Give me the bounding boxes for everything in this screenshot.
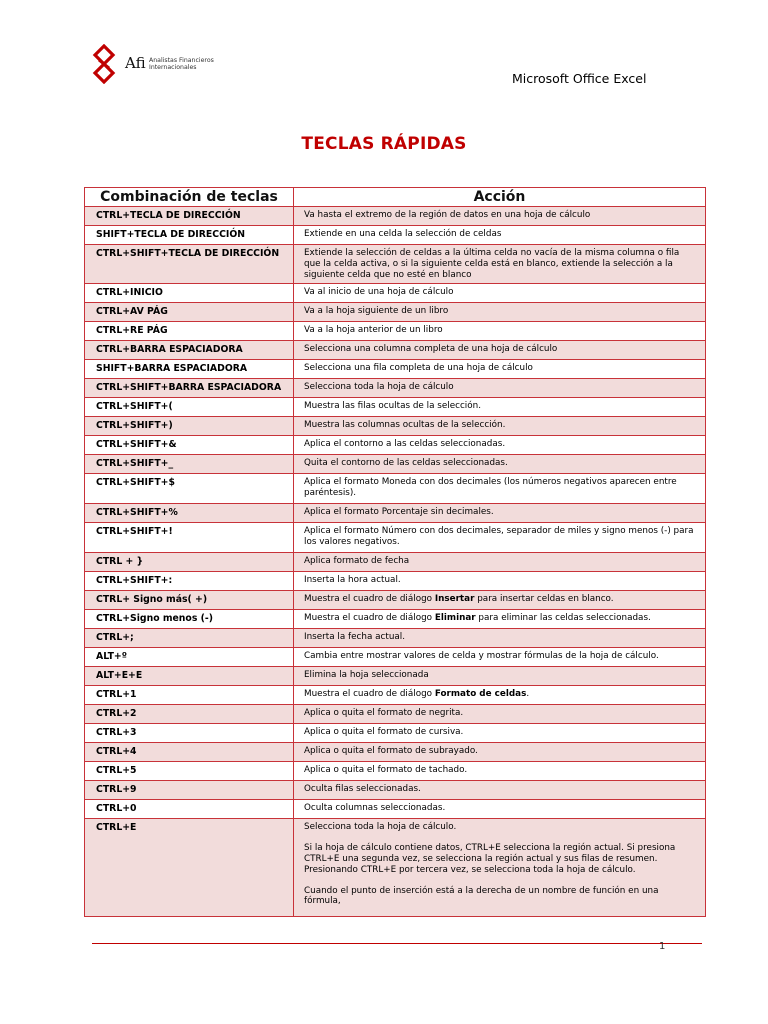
- table-row: [85, 762, 706, 781]
- shortcut-key-cell: CTRL+AV PÁG: [85, 303, 294, 322]
- shortcut-action-cell: Muestra las filas ocultas de la selección.: [294, 398, 706, 417]
- shortcut-action-cell: Quita el contorno de las celdas seleccionadas.: [294, 455, 706, 474]
- table-row: [85, 523, 706, 553]
- shortcut-action-cell: Aplica o quita el formato de subrayado.: [294, 743, 706, 762]
- table-row: [85, 819, 706, 917]
- table-row: [85, 705, 706, 724]
- shortcut-key-cell: CTRL+1: [85, 686, 294, 705]
- shortcut-key-cell: CTRL+TECLA DE DIRECCIÓN: [85, 207, 294, 226]
- table-body: [85, 207, 706, 917]
- table-row: [85, 474, 706, 504]
- shortcut-action-cell: Inserta la hora actual.: [294, 572, 706, 591]
- action-dialog-name: Formato de celdas: [434, 689, 527, 700]
- action-text: .: [526, 689, 530, 700]
- shortcut-action-cell: [294, 591, 706, 610]
- table-row: [85, 226, 706, 245]
- afi-logo-mark-icon: [92, 44, 116, 84]
- shortcut-key-cell: CTRL+INICIO: [85, 284, 294, 303]
- shortcut-action-cell: [294, 610, 706, 629]
- column-header-keys: Combinación de teclas: [85, 188, 294, 207]
- shortcut-key-cell: CTRL+9: [85, 781, 294, 800]
- shortcut-action-cell: Oculta columnas seleccionadas.: [294, 800, 706, 819]
- shortcut-action-cell: Inserta la fecha actual.: [294, 629, 706, 648]
- table-row: [85, 800, 706, 819]
- table-row: [85, 610, 706, 629]
- shortcut-key-cell: CTRL+SHIFT+&: [85, 436, 294, 455]
- footer-divider: [92, 943, 702, 944]
- shortcut-key-cell: CTRL+RE PÁG: [85, 322, 294, 341]
- shortcut-key-cell: CTRL+;: [85, 629, 294, 648]
- shortcut-key-cell: CTRL+5: [85, 762, 294, 781]
- page-number: 1: [659, 941, 666, 952]
- shortcut-action-cell: Aplica o quita el formato de cursiva.: [294, 724, 706, 743]
- action-paragraph: Selecciona toda la hoja de cálculo.: [304, 822, 457, 833]
- shortcut-action-cell: Selecciona una fila completa de una hoja de cálculo: [294, 360, 706, 379]
- column-header-action: Acción: [294, 188, 706, 207]
- action-paragraph: Si la hoja de cálculo contiene datos, CTRL+E selecciona la región actual. Si presiona CTRL+E una segunda vez, se selecciona la región actual y sus filas de resumen. Presionando CTRL+E por tercera vez, se selecciona toda la hoja de cálculo.: [304, 843, 676, 875]
- shortcut-key-cell: SHIFT+TECLA DE DIRECCIÓN: [85, 226, 294, 245]
- table-row: [85, 207, 706, 226]
- shortcut-key-cell: CTRL+SHIFT+(: [85, 398, 294, 417]
- table-row: [85, 360, 706, 379]
- shortcut-key-cell: ALT+º: [85, 648, 294, 667]
- table-row: [85, 284, 706, 303]
- table-row: [85, 591, 706, 610]
- action-text: Muestra el cuadro de diálogo: [304, 689, 435, 700]
- shortcut-key-cell: CTRL+2: [85, 705, 294, 724]
- table-row: [85, 436, 706, 455]
- shortcut-action-cell: Va hasta el extremo de la región de datos en una hoja de cálculo: [294, 207, 706, 226]
- table-row: [85, 781, 706, 800]
- table-row: [85, 686, 706, 705]
- shortcut-action-cell: Aplica el formato Moneda con dos decimales (los números negativos aparecen entre paréntesis).: [294, 474, 706, 504]
- action-dialog-name: Insertar: [434, 594, 475, 605]
- shortcut-key-cell: CTRL+E: [85, 819, 294, 917]
- shortcut-key-cell: CTRL+SHIFT+): [85, 417, 294, 436]
- shortcut-action-cell: Va a la hoja anterior de un libro: [294, 322, 706, 341]
- shortcut-action-cell: Aplica el formato Número con dos decimales, separador de miles y signo menos (-) para los valores negativos.: [294, 523, 706, 553]
- document-title: TECLAS RÁPIDAS: [301, 134, 467, 154]
- shortcut-action-cell: Muestra las columnas ocultas de la selección.: [294, 417, 706, 436]
- shortcut-action-cell: Cambia entre mostrar valores de celda y mostrar fórmulas de la hoja de cálculo.: [294, 648, 706, 667]
- action-text: para insertar celdas en blanco.: [474, 594, 614, 605]
- table-row: [85, 667, 706, 686]
- action-text: para eliminar las celdas seleccionadas.: [475, 613, 651, 624]
- shortcut-key-cell: CTRL+BARRA ESPACIADORA: [85, 341, 294, 360]
- logo-subtitle: Analistas Financieros Internacionales: [149, 57, 214, 71]
- shortcuts-table: [84, 187, 706, 917]
- shortcut-key-cell: CTRL+SHIFT+%: [85, 504, 294, 523]
- shortcut-key-cell: SHIFT+BARRA ESPACIADORA: [85, 360, 294, 379]
- shortcut-key-cell: CTRL+4: [85, 743, 294, 762]
- table-row: [85, 572, 706, 591]
- shortcut-action-cell: Selecciona una columna completa de una hoja de cálculo: [294, 341, 706, 360]
- shortcut-key-cell: CTRL+SHIFT+BARRA ESPACIADORA: [85, 379, 294, 398]
- header-title: Microsoft Office Excel: [512, 71, 647, 86]
- table-row: [85, 379, 706, 398]
- table-row: [85, 743, 706, 762]
- table-row: [85, 341, 706, 360]
- logo-wordmark: Afi: [125, 54, 146, 72]
- shortcut-action-cell: [294, 819, 706, 917]
- table-row: [85, 455, 706, 474]
- shortcut-key-cell: CTRL+SHIFT+TECLA DE DIRECCIÓN: [85, 245, 294, 284]
- shortcut-key-cell: ALT+E+E: [85, 667, 294, 686]
- shortcut-action-cell: Elimina la hoja seleccionada: [294, 667, 706, 686]
- action-text: Muestra el cuadro de diálogo: [304, 613, 435, 624]
- shortcut-action-cell: Extiende en una celda la selección de celdas: [294, 226, 706, 245]
- shortcut-action-cell: Va al inicio de una hoja de cálculo: [294, 284, 706, 303]
- shortcut-key-cell: CTRL+Signo menos (-): [85, 610, 294, 629]
- action-text: Muestra el cuadro de diálogo: [304, 594, 435, 605]
- table-row: [85, 245, 706, 284]
- shortcut-key-cell: CTRL+SHIFT+$: [85, 474, 294, 504]
- shortcut-action-cell: Va a la hoja siguiente de un libro: [294, 303, 706, 322]
- table-row: [85, 398, 706, 417]
- table-row: [85, 417, 706, 436]
- shortcut-action-cell: Selecciona toda la hoja de cálculo: [294, 379, 706, 398]
- shortcut-action-cell: Extiende la selección de celdas a la última celda no vacía de la misma columna o fila que la celda activa, o si la siguiente celda está en blanco, extiende la selección a la siguiente celda que no esté en blanco: [294, 245, 706, 284]
- table-row: [85, 724, 706, 743]
- shortcut-key-cell: CTRL+3: [85, 724, 294, 743]
- shortcut-key-cell: CTRL+ Signo más( +): [85, 591, 294, 610]
- shortcut-action-cell: Aplica o quita el formato de tachado.: [294, 762, 706, 781]
- shortcut-action-cell: Oculta filas seleccionadas.: [294, 781, 706, 800]
- shortcut-key-cell: CTRL+SHIFT+:: [85, 572, 294, 591]
- table-row: [85, 504, 706, 523]
- table-row: [85, 303, 706, 322]
- shortcut-action-cell: Aplica formato de fecha: [294, 553, 706, 572]
- shortcut-key-cell: CTRL+SHIFT+!: [85, 523, 294, 553]
- action-dialog-name: Eliminar: [434, 613, 476, 624]
- shortcut-key-cell: CTRL+0: [85, 800, 294, 819]
- shortcut-action-cell: Aplica o quita el formato de negrita.: [294, 705, 706, 724]
- table-row: [85, 648, 706, 667]
- shortcut-key-cell: CTRL+SHIFT+_: [85, 455, 294, 474]
- shortcut-action-cell: [294, 686, 706, 705]
- shortcut-key-cell: CTRL + }: [85, 553, 294, 572]
- table-row: [85, 553, 706, 572]
- table-header-row: [85, 188, 706, 207]
- shortcut-action-cell: Aplica el formato Porcentaje sin decimales.: [294, 504, 706, 523]
- afi-logo: [92, 44, 252, 86]
- action-paragraph: Cuando el punto de inserción está a la derecha de un nombre de función en una fórmula,: [304, 885, 659, 907]
- table-row: [85, 629, 706, 648]
- shortcut-action-cell: Aplica el contorno a las celdas seleccionadas.: [294, 436, 706, 455]
- table-row: [85, 322, 706, 341]
